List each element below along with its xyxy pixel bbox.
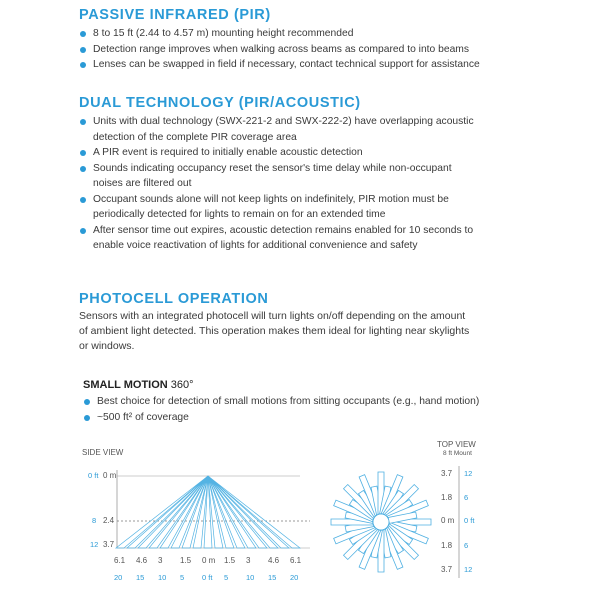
side-tick-label: 15 xyxy=(268,573,277,582)
text-line: or windows. xyxy=(79,340,135,352)
side-tick-label: 1.5 xyxy=(180,556,192,565)
side-y-m-0: 0 m xyxy=(103,471,117,480)
list-item: A PIR event is required to initially enable acoustic detection xyxy=(79,145,489,161)
side-tick-label: 6.1 xyxy=(114,556,126,565)
side-tick-label: 20 xyxy=(290,573,299,582)
top-tick-ft: 6 xyxy=(464,541,469,550)
side-tick-label: 20 xyxy=(114,573,123,582)
side-tick-label: 4.6 xyxy=(136,556,148,565)
list-item: After sensor time out expires, acoustic detection remains enabled for 10 seconds to enable voice reactivation of lights for additional convenience and safety xyxy=(79,223,489,254)
list-item: Sounds indicating occupancy reset the sensor's time delay while non-occupant noises are filtered out xyxy=(79,161,489,192)
pir-title: PASSIVE INFRARED (PIR) xyxy=(79,7,271,23)
side-tick-label: 6.1 xyxy=(290,556,302,565)
side-tick-label: 0 m xyxy=(202,556,216,565)
top-tick-m: 0 m xyxy=(441,516,455,525)
top-tick-m: 1.8 xyxy=(441,493,453,502)
side-y-m-2: 3.7 xyxy=(103,540,115,549)
top-tick-m: 3.7 xyxy=(441,565,453,574)
text-line: of ambient light detected. This operation makes them ideal for lighting near skylights xyxy=(79,325,470,337)
side-tick-label: 0 ft xyxy=(202,573,213,582)
top-tick-ft: 12 xyxy=(464,565,473,574)
top-tick-ft: 12 xyxy=(464,469,473,478)
side-y-m-1: 2.4 xyxy=(103,516,115,525)
small-motion-title: SMALL MOTION 360° xyxy=(83,379,194,391)
top-tick-m: 1.8 xyxy=(441,541,453,550)
list-item: Lenses can be swapped in field if necessary, contact technical support for assistance xyxy=(79,57,489,73)
side-y-ft-0: 0 ft xyxy=(88,471,99,480)
side-tick-label: 5 xyxy=(224,573,229,582)
list-item: 8 to 15 ft (2.44 to 4.57 m) mounting height recommended xyxy=(79,26,489,42)
list-item: Occupant sounds alone will not keep lights on indefinitely, PIR motion must be periodically detected for lights to remain on for an extended time xyxy=(79,192,489,223)
top-beams xyxy=(331,472,431,572)
top-view-sub: 8 ft Mount xyxy=(443,450,472,457)
side-tick-label: 3 xyxy=(246,556,251,565)
side-y-ft-2: 12 xyxy=(90,540,99,549)
list-item: Detection range improves when walking across beams as compared to into beams xyxy=(79,42,489,58)
side-tick-label: 10 xyxy=(246,573,255,582)
side-y-ft-1: 8 xyxy=(92,516,97,525)
list-item: Best choice for detection of small motions from sitting occupants (e.g., hand motion) xyxy=(83,394,493,410)
list-item: ~500 ft² of coverage xyxy=(83,410,493,426)
text-line: Sensors with an integrated photocell will turn lights on/off depending on the amount xyxy=(79,310,466,322)
list-item: Units with dual technology (SWX-221-2 and SWX-222-2) have overlapping acoustic detection of the complete PIR coverage area xyxy=(79,114,489,145)
side-tick-label: 10 xyxy=(158,573,167,582)
side-tick-label: 3 xyxy=(158,556,163,565)
side-tick-label: 1.5 xyxy=(224,556,236,565)
top-view-label: TOP VIEW xyxy=(437,440,476,449)
side-tick-label: 4.6 xyxy=(268,556,280,565)
top-tick-m: 3.7 xyxy=(441,469,453,478)
top-tick-ft: 6 xyxy=(464,493,469,502)
side-tick-label: 5 xyxy=(180,573,185,582)
photocell-title: PHOTOCELL OPERATION xyxy=(79,291,269,307)
dual-title: DUAL TECHNOLOGY (PIR/ACOUSTIC) xyxy=(79,95,361,111)
top-tick-ft: 0 ft xyxy=(464,516,475,525)
side-view-label: SIDE VIEW xyxy=(82,448,124,457)
side-tick-label: 15 xyxy=(136,573,145,582)
